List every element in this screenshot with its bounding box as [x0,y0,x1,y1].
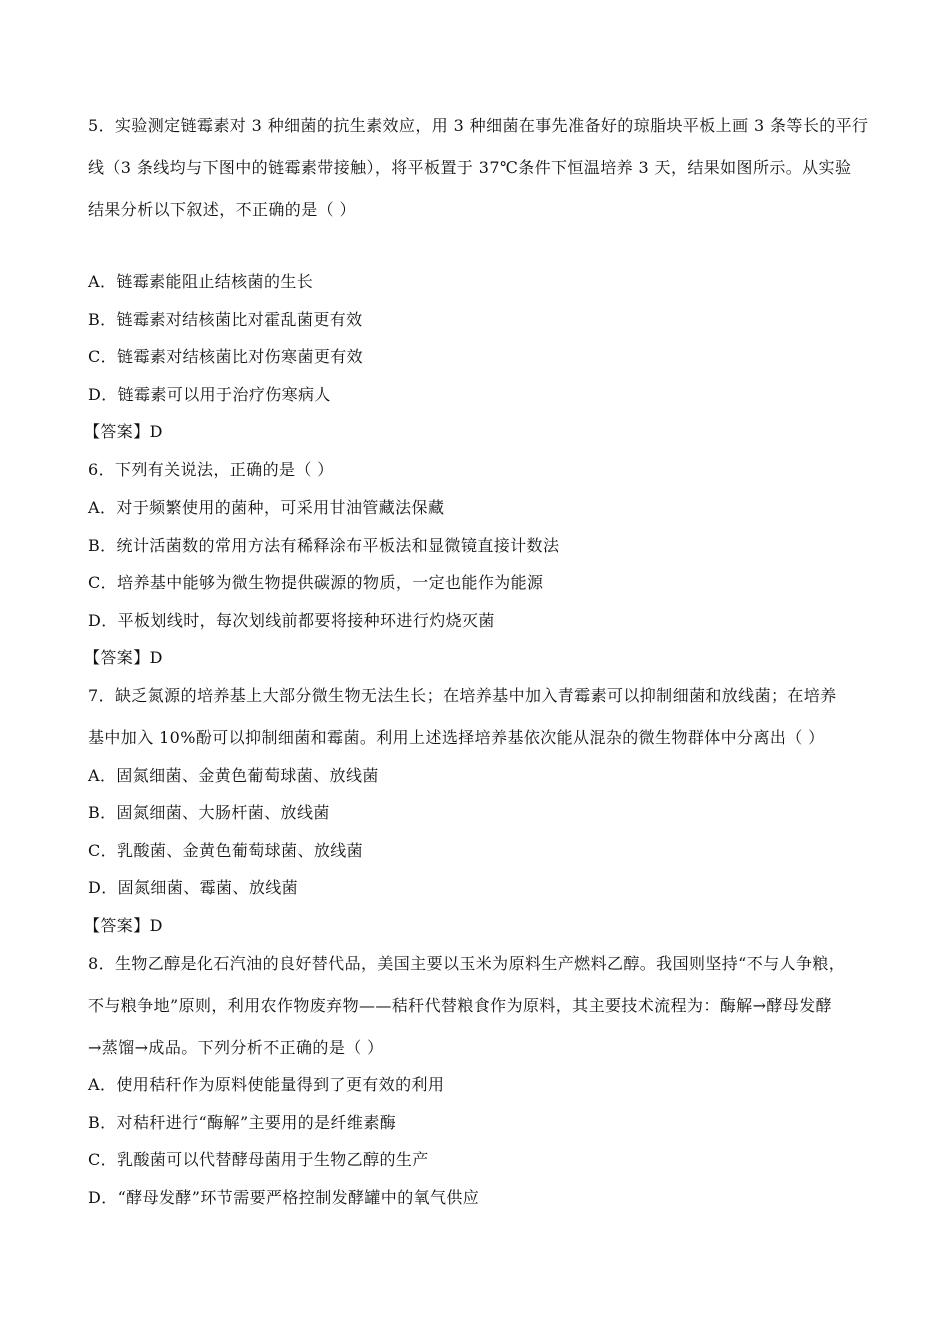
q6-option-a: A．对于频繁使用的菌种，可采用甘油管藏法保藏 [88,498,445,517]
q7-answer: 【答案】D [84,916,163,935]
q8-option-b: B．对秸秆进行“酶解”主要用的是纤维素酶 [88,1113,397,1132]
q7-option-c: C．乳酸菌、金黄色葡萄球菌、放线菌 [88,841,364,860]
q7-stem-line-2: 基中加入 10%酚可以抑制细菌和霉菌。利用上述选择培养基依次能从混杂的微生物群体中分离出（ ） [88,728,825,747]
q8-stem-line-2: 不与粮争地”原则，利用农作物废弃物——秸秆代替粮食作为原料，其主要技术流程为：酶解→酵母发酵 [88,996,832,1015]
q8-option-d: D．“酵母发酵”环节需要严格控制发酵罐中的氧气供应 [88,1188,480,1207]
q5-stem-line-3: 结果分析以下叙述，不正确的是（ ） [88,200,356,219]
q6-option-c: C．培养基中能够为微生物提供碳源的物质，一定也能作为能源 [88,573,544,592]
q7-option-a: A．固氮细菌、金黄色葡萄球菌、放线菌 [88,766,379,785]
q5-option-d: D．链霉素可以用于治疗伤寒病人 [88,385,331,404]
q6-answer: 【答案】D [84,648,163,667]
q5-option-a: A．链霉素能阻止结核菌的生长 [88,272,314,291]
q5-stem-line-1: 5．实验测定链霉素对 3 种细菌的抗生素效应，用 3 种细菌在事先准备好的琼脂块平板上画 3 条等长的平行 [88,116,869,135]
q8-option-a: A．使用秸秆作为原料使能量得到了更有效的利用 [88,1075,445,1094]
q7-option-b: B．固氮细菌、大肠杆菌、放线菌 [88,803,330,822]
q5-option-c: C．链霉素对结核菌比对伤寒菌更有效 [88,347,364,366]
q8-stem-line-1: 8．生物乙醇是化石汽油的良好替代品，美国主要以玉米为原料生产燃料乙醇。我国则坚持“不与人争粮， [88,954,846,973]
q7-option-d: D．固氮细菌、霉菌、放线菌 [88,878,299,897]
q8-stem-line-3: →蒸馏→成品。下列分析不正确的是（ ） [88,1038,384,1057]
q6-stem-line-1: 6．下列有关说法，正确的是（ ） [88,460,334,479]
q6-option-d: D．平板划线时，每次划线前都要将接种环进行灼烧灭菌 [88,611,495,630]
q5-stem-line-2: 线（3 条线均与下图中的链霉素带接触），将平板置于 37℃条件下恒温培养 3 天，结果如图所示。从实验 [88,158,852,177]
q8-option-c: C．乳酸菌可以代替酵母菌用于生物乙醇的生产 [88,1150,429,1169]
q6-option-b: B．统计活菌数的常用方法有稀释涂布平板法和显微镜直接计数法 [88,536,560,555]
q7-stem-line-1: 7．缺乏氮源的培养基上大部分微生物无法生长；在培养基中加入青霉素可以抑制细菌和放线菌；在培养 [88,686,837,705]
q5-option-b: B．链霉素对结核菌比对霍乱菌更有效 [88,310,363,329]
q5-answer: 【答案】D [84,422,163,441]
